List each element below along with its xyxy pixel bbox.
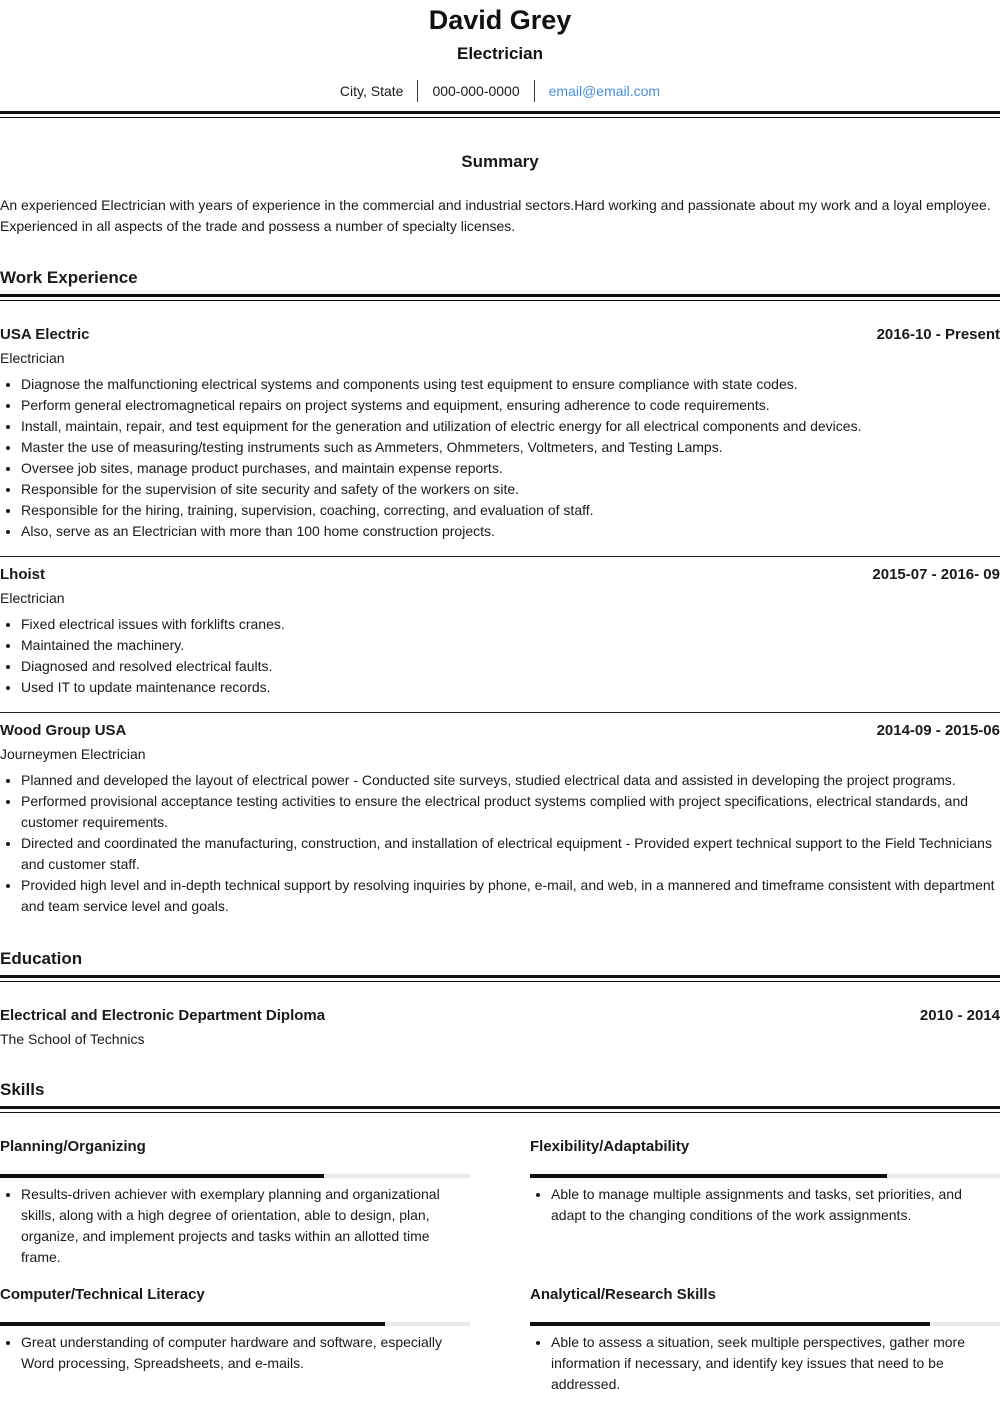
duty-item: • Fixed electrical issues with forklifts cranes.: [21, 614, 1000, 635]
skills-heading: Skills: [0, 1080, 45, 1099]
skill-details: [530, 1184, 1000, 1226]
duty-item: • Diagnose the malfunctioning electrical systems and components using test equipment to ensure compliance with state codes.: [21, 374, 1000, 395]
job-duties: [0, 770, 1000, 917]
company-name: Lhoist: [0, 566, 45, 583]
job-duties: [0, 614, 1000, 698]
duty-item: • Responsible for the hiring, training, supervision, coaching, correcting, and evaluation of staff.: [21, 500, 1000, 521]
job-role: Electrician: [0, 590, 65, 606]
candidate-name: David Grey: [428, 5, 572, 35]
email-link[interactable]: email@email.com: [548, 83, 661, 99]
entry-divider: [0, 556, 1000, 557]
job-entry: [0, 721, 1000, 917]
skill-details: [0, 1332, 470, 1374]
phone: 000-000-0000: [432, 83, 520, 99]
duty-item: • Directed and coordinated the manufacturing, construction, and installation of electrical equipment - Provided expert technical support to the Field Technicians and customer staff.: [21, 833, 1000, 875]
job-role: Journeymen Electrician: [0, 746, 146, 762]
section-divider: [0, 975, 1000, 982]
job-entry: [0, 565, 1000, 698]
skill-level-bar: [0, 1322, 470, 1326]
skill-card: [530, 1137, 1000, 1268]
duty-item: • Provided high level and in-depth technical support by resolving inquiries by phone, e-mail, and web, in a mannered and timeframe consistent with department and team service level and goals.: [21, 875, 1000, 917]
duty-item: • Also, serve as an Electrician with more than 100 home construction projects.: [21, 521, 1000, 542]
school-name: The School of Technics: [0, 1031, 145, 1047]
duty-item: • Oversee job sites, manage product purchases, and maintain expense reports.: [21, 458, 1000, 479]
job-duties: [0, 374, 1000, 542]
duty-item: • Install, maintain, repair, and test equipment for the generation and utilization of electric energy for all electrical components and devices.: [21, 416, 1000, 437]
education-section: [0, 948, 1000, 1049]
skill-level-fill: [0, 1322, 385, 1326]
work-experience-section: [0, 267, 1000, 917]
skill-detail-item: • Able to manage multiple assignments and tasks, set priorities, and adapt to the changing conditions of the work assignments.: [551, 1184, 1000, 1226]
section-divider: [0, 294, 1000, 301]
duty-item: • Maintained the machinery.: [21, 635, 1000, 656]
education-entry: [0, 1006, 1000, 1049]
company-name: USA Electric: [0, 326, 90, 343]
skill-detail-item: • Great understanding of computer hardware and software, especially Word processing, Spreadsheets, and e-mails.: [21, 1332, 470, 1374]
summary-heading: Summary: [461, 152, 539, 171]
duty-item: • Perform general electromagnetical repairs on project systems and equipment, ensuring adherence to code requirements.: [21, 395, 1000, 416]
resume-header: [0, 0, 1000, 103]
job-entry: [0, 325, 1000, 542]
skill-details: [0, 1184, 470, 1268]
entry-divider: [0, 712, 1000, 713]
job-dates: 2016-10 - Present: [876, 326, 1000, 343]
summary-text: An experienced Electrician with years of experience in the commercial and industrial sectors.Hard working and passionate about my work and a loyal employee. Experienced in all aspects of the trade and possess a number of specialty licenses.: [0, 197, 991, 234]
company-name: Wood Group USA: [0, 722, 127, 739]
skill-card: [0, 1137, 470, 1268]
work-experience-heading: Work Experience: [0, 268, 138, 287]
skill-level-bar: [530, 1174, 1000, 1178]
duty-item: • Responsible for the supervision of site security and safety of the workers on site.: [21, 479, 1000, 500]
job-role: Electrician: [0, 350, 65, 366]
duty-item: • Planned and developed the layout of electrical power - Conducted site surveys, studied electrical data and assisted in developing the project programs.: [21, 770, 1000, 791]
skill-details: [530, 1332, 1000, 1395]
skills-section: [0, 1079, 1000, 1395]
skill-level-fill: [530, 1174, 887, 1178]
header-divider: [0, 111, 1000, 118]
education-dates: 2010 - 2014: [919, 1007, 1000, 1024]
duty-item: • Diagnosed and resolved electrical faults.: [21, 656, 1000, 677]
skill-level-fill: [530, 1322, 930, 1326]
duty-item: • Master the use of measuring/testing instruments such as Ammeters, Ohmmeters, Voltmeters, and Testing Lamps.: [21, 437, 1000, 458]
candidate-title: Electrician: [457, 44, 543, 63]
duty-item: • Performed provisional acceptance testing activities to ensure the electrical product systems complied with project specifications, electrical standards, and customer requirements.: [21, 791, 1000, 833]
degree-name: Electrical and Electronic Department Diploma: [0, 1007, 326, 1024]
skill-detail-item: • Able to assess a situation, seek multiple perspectives, gather more information if necessary, and identify key issues that need to be addressed.: [551, 1332, 1000, 1395]
duty-item: • Used IT to update maintenance records.: [21, 677, 1000, 698]
skill-name: Planning/Organizing: [0, 1138, 146, 1155]
skill-level-bar: [0, 1174, 470, 1178]
contact-line: [0, 79, 1000, 103]
job-dates: 2015-07 - 2016- 09: [872, 566, 1000, 583]
skill-card: [530, 1285, 1000, 1395]
education-heading: Education: [0, 949, 83, 968]
skill-name: Analytical/Research Skills: [530, 1286, 716, 1303]
skill-level-fill: [0, 1174, 324, 1178]
skill-name: Computer/Technical Literacy: [0, 1286, 205, 1303]
skill-level-bar: [530, 1322, 1000, 1326]
job-dates: 2014-09 - 2015-06: [876, 722, 1000, 739]
skill-detail-item: • Results-driven achiever with exemplary planning and organizational skills, along with a high degree of orientation, able to design, plan, organize, and implement projects and tasks within an allotted time frame.: [21, 1184, 470, 1268]
skill-name: Flexibility/Adaptability: [530, 1138, 690, 1155]
skill-card: [0, 1285, 470, 1395]
location: City, State: [339, 83, 404, 99]
section-divider: [0, 1106, 1000, 1113]
